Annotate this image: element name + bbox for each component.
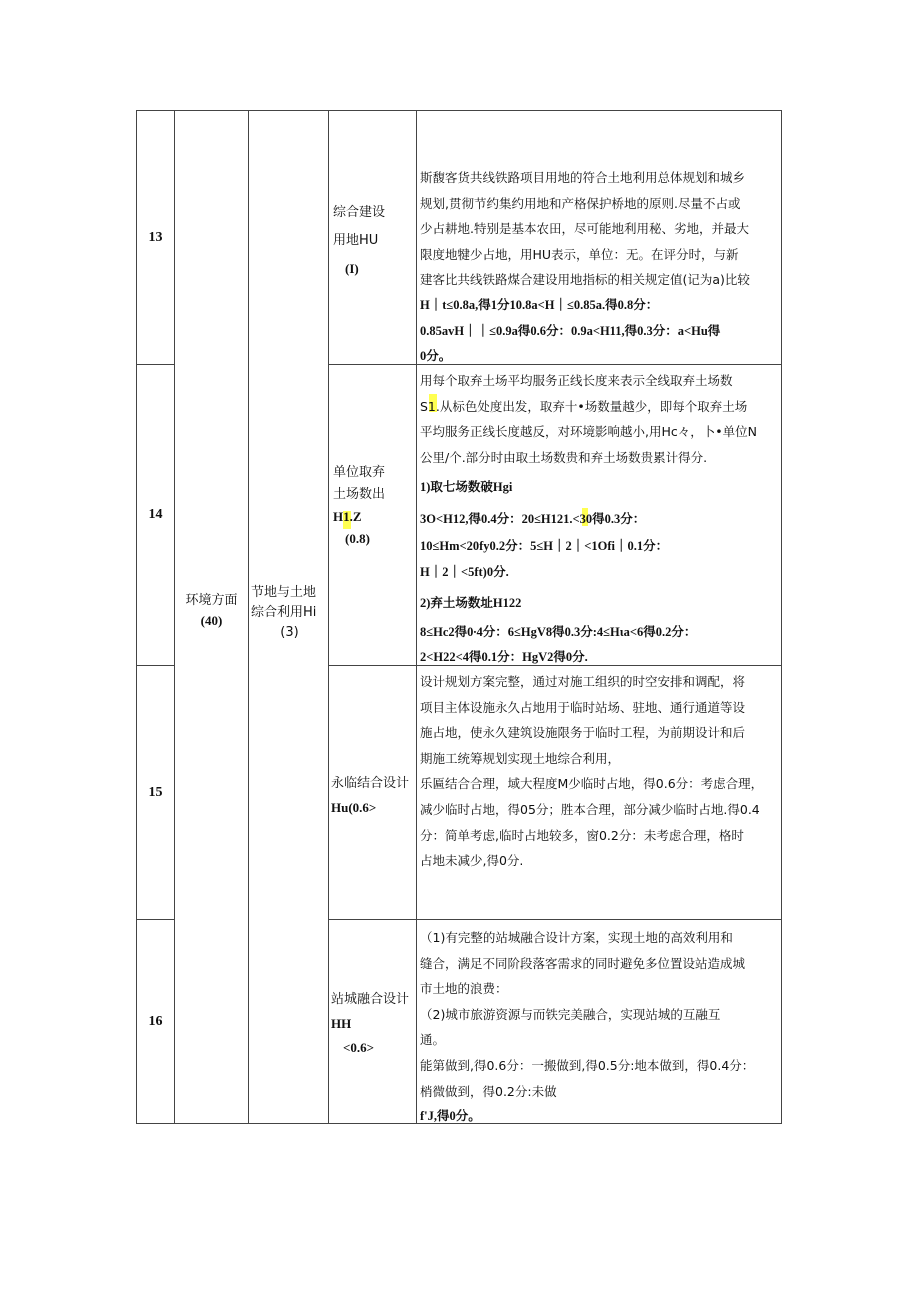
- description-line: H｜2｜<5ft)0分.: [420, 564, 509, 579]
- description-line: 3O<H12,得0.4分：20≤H121.<30得0.3分：: [420, 512, 646, 527]
- description-line: 2)弃土场数址H122: [420, 595, 522, 610]
- description-line: 平均服务正线长度越反，对环境影响越小,用Hc々，卜•单位N: [420, 424, 757, 440]
- category-score: (40): [200, 613, 223, 628]
- indicator-score: Hu(0.6>: [331, 800, 377, 815]
- description-line: 项目主体设施永久占地用于临时站场、驻地、通行通道等设: [420, 699, 746, 715]
- indicator-score: <0.6>: [343, 1040, 375, 1055]
- description-line: 缝合，满足不同阶段落客需求的同时避免多位置设站造成城: [420, 955, 746, 971]
- description-line: 分：简单考虑,临时占地较多，窗0.2分：未考虑合理，格时: [420, 827, 744, 843]
- description-line: （2)城市旅游资源与而铁完美融合，实现站城的互融互: [420, 1006, 721, 1022]
- row-number-cell: [137, 920, 175, 1124]
- description-line: S1.从标色处度出发，取弃十•场数量越少，即每个取弃土场: [420, 398, 748, 414]
- row-number-cell: [137, 666, 175, 920]
- description-line: 设计规划方案完整，通过对施工组织的时空安排和调配，将: [420, 674, 746, 689]
- description-cell: [417, 111, 782, 365]
- description-line: 斯馥客货共线铁路项目用地的符合土地利用总体规划和城乡: [420, 170, 746, 185]
- description-line: 规划,贯彻节约集约用地和产格保护桥地的原则.尽量不占或: [420, 195, 741, 211]
- description-cell: [417, 920, 782, 1124]
- indicator-line: 综合建设: [333, 205, 386, 220]
- description-cell: [417, 666, 782, 920]
- description-cell: [417, 365, 782, 666]
- description-line: 市土地的浪费：: [420, 981, 508, 997]
- indicator-cell: [329, 111, 417, 365]
- row-number-cell: [137, 111, 175, 365]
- subcategory-name-line1: 节地与土地: [251, 585, 317, 600]
- indicator-cell: [329, 920, 417, 1124]
- row-number: 16: [148, 1013, 163, 1029]
- description-line: H｜t≤0.8a,得1分10.8a<H｜≤0.85a.得0.8分：: [420, 297, 659, 312]
- description-line: 用每个取弃土场平均服务正线长度来表示全线取弃土场数: [420, 373, 733, 388]
- description-line: 0分。: [420, 349, 452, 364]
- subcategory-name-line2: 综合利用Hi: [251, 605, 317, 620]
- description-line: 限度地犍少占地，用HU表示，单位：无。在评分时，与新: [420, 246, 739, 262]
- description-line: 梢微做到，得0.2分:未做: [420, 1083, 557, 1099]
- description-line: f'J,得0分。: [420, 1109, 481, 1124]
- row-number: 14: [148, 507, 163, 522]
- row-number: 15: [148, 784, 163, 800]
- description-line: 减少临时占地，得05分；胜本合理，部分减少临时占地.得0.4: [420, 801, 760, 817]
- description-line: 2<H22<4得0.1分：HgV2得0分.: [420, 650, 588, 665]
- description-line: 少占耕地.特别是基本农田，尽可能地利用秘、劣地，并最大: [420, 221, 749, 237]
- row-number-cell: [137, 365, 175, 666]
- description-line: 1)取七场数破Hgi: [420, 480, 513, 495]
- indicator-line: [333, 506, 412, 528]
- description-line: （1)有完整的站城融合设计方案，实现土地的高效利用和: [420, 930, 733, 945]
- description-line: 建客比共线铁路煤合建设用地指标的相关规定值(记为a)比较: [420, 272, 750, 288]
- indicator-code: H1.Z: [333, 509, 362, 524]
- description-line: 10≤Hm<20fy0.2分：5≤H｜2｜<1Ofi｜0.1分：: [420, 539, 669, 554]
- indicator-line: 站城融合设计: [331, 992, 410, 1007]
- category-name: 环境方面: [185, 593, 238, 608]
- description-line: 期施工统筹规划实现土地综合利用，: [420, 750, 621, 766]
- indicator-line: HH: [331, 1016, 352, 1031]
- indicator-score: (0.8): [345, 531, 370, 546]
- indicator-score: (I): [345, 261, 359, 276]
- category-cell: [175, 111, 249, 1124]
- indicator-line: 单位取弃: [333, 465, 386, 480]
- description-line: 0.85avH｜｜≤0.9a得0.6分：0.9a<H11,得0.3分：a<Hu得: [420, 323, 721, 338]
- subcategory-score: (3): [280, 625, 299, 640]
- indicator-cell: [329, 365, 417, 666]
- description-line: 8≤Hc2得0∙4分：6≤HgV8得0.3分:4≤Hιa<6得0.2分：: [420, 624, 697, 639]
- description-line: 公里/个.部分时由取土场数贵和弃土场数贵累计得分.: [420, 449, 708, 465]
- indicator-line: 用地HU: [333, 233, 379, 248]
- description-line: 通。: [420, 1032, 446, 1048]
- description-line: 乐匾结合合理，域大程度M少临时占地，得0.6分：考虑合理，: [420, 776, 764, 792]
- indicator-line: 土场数出: [333, 487, 386, 502]
- description-line: 施占地，使永久建筑设施限务于临时工程，为前期设计和后: [420, 725, 746, 741]
- description-line: 占地未减少,得0分.: [420, 853, 524, 869]
- subcategory-cell: [249, 111, 329, 1124]
- row-number: 13: [148, 229, 163, 245]
- scoring-table: [136, 110, 782, 1124]
- indicator-cell: [329, 666, 417, 920]
- indicator-line: 永临结合设计: [331, 776, 410, 791]
- description-line: 能第做到,得0.6分：一搬做到,得0.5分:地本做到，得0.4分：: [420, 1057, 755, 1073]
